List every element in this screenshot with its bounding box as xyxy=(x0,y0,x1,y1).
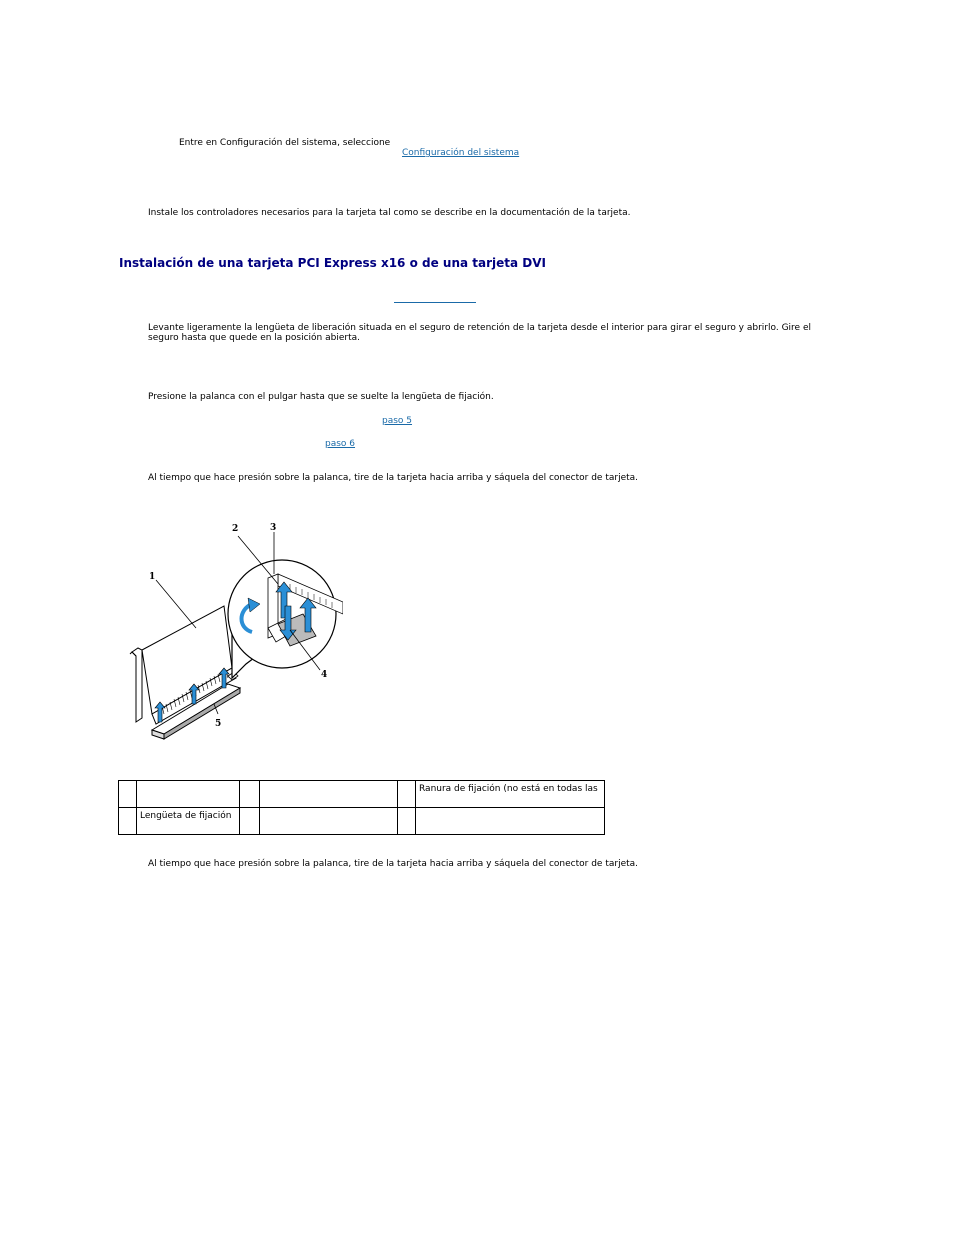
system-setup-link[interactable]: Configuración del sistema xyxy=(402,148,520,158)
table-row xyxy=(119,808,605,835)
legend-cell xyxy=(398,808,416,835)
legend-cell xyxy=(398,781,416,808)
card-removal-figure xyxy=(128,518,343,740)
step-text-system-setup: Entre en Configuración del sistema, seleccione xyxy=(179,138,391,148)
legend-cell xyxy=(260,781,398,808)
legend-cell: Ranura de fijación (no está en todas las xyxy=(416,781,605,808)
legend-cell xyxy=(240,808,260,835)
legend-cell: Lengüeta de fijación xyxy=(137,808,240,835)
legend-cell xyxy=(260,808,398,835)
blank-link[interactable] xyxy=(394,300,476,303)
callout-5: 5 xyxy=(215,719,222,729)
step-text-pull-card-repeat: Al tiempo que hace presión sobre la palanca, tire de la tarjeta hacia arriba y sáquela del conector de tarjeta. xyxy=(148,859,639,869)
callout-3: 3 xyxy=(270,523,277,533)
callout-4: 4 xyxy=(321,670,328,680)
legend-cell xyxy=(240,781,260,808)
step-6-link[interactable]: paso 6 xyxy=(325,439,356,449)
legend-table xyxy=(118,780,605,835)
step-text-release-tab: Levante ligeramente la lengüeta de liberación situada en el seguro de retención de la tarjeta desde el interior para girar el seguro y abrirlo. Gire el seguro hasta que quede en la posición abierta. xyxy=(148,323,811,343)
section-heading: Instalación de una tarjeta PCI Express x16 o de una tarjeta DVI xyxy=(119,256,546,270)
callout-1: 1 xyxy=(149,572,156,582)
step-text-install-drivers: Instale los controladores necesarios para la tarjeta tal como se describe en la documentación de la tarjeta. xyxy=(148,208,631,218)
step-5-link[interactable]: paso 5 xyxy=(382,416,413,426)
legend-cell xyxy=(416,808,605,835)
legend-cell xyxy=(119,808,137,835)
table-row xyxy=(119,781,605,808)
legend-cell xyxy=(119,781,137,808)
step-text-pull-card: Al tiempo que hace presión sobre la palanca, tire de la tarjeta hacia arriba y sáquela del conector de tarjeta. xyxy=(148,473,639,483)
callout-2: 2 xyxy=(232,524,239,534)
legend-cell xyxy=(137,781,240,808)
step-text-press-lever: Presione la palanca con el pulgar hasta que se suelte la lengüeta de fijación. xyxy=(148,392,494,402)
card-bracket xyxy=(130,648,142,722)
